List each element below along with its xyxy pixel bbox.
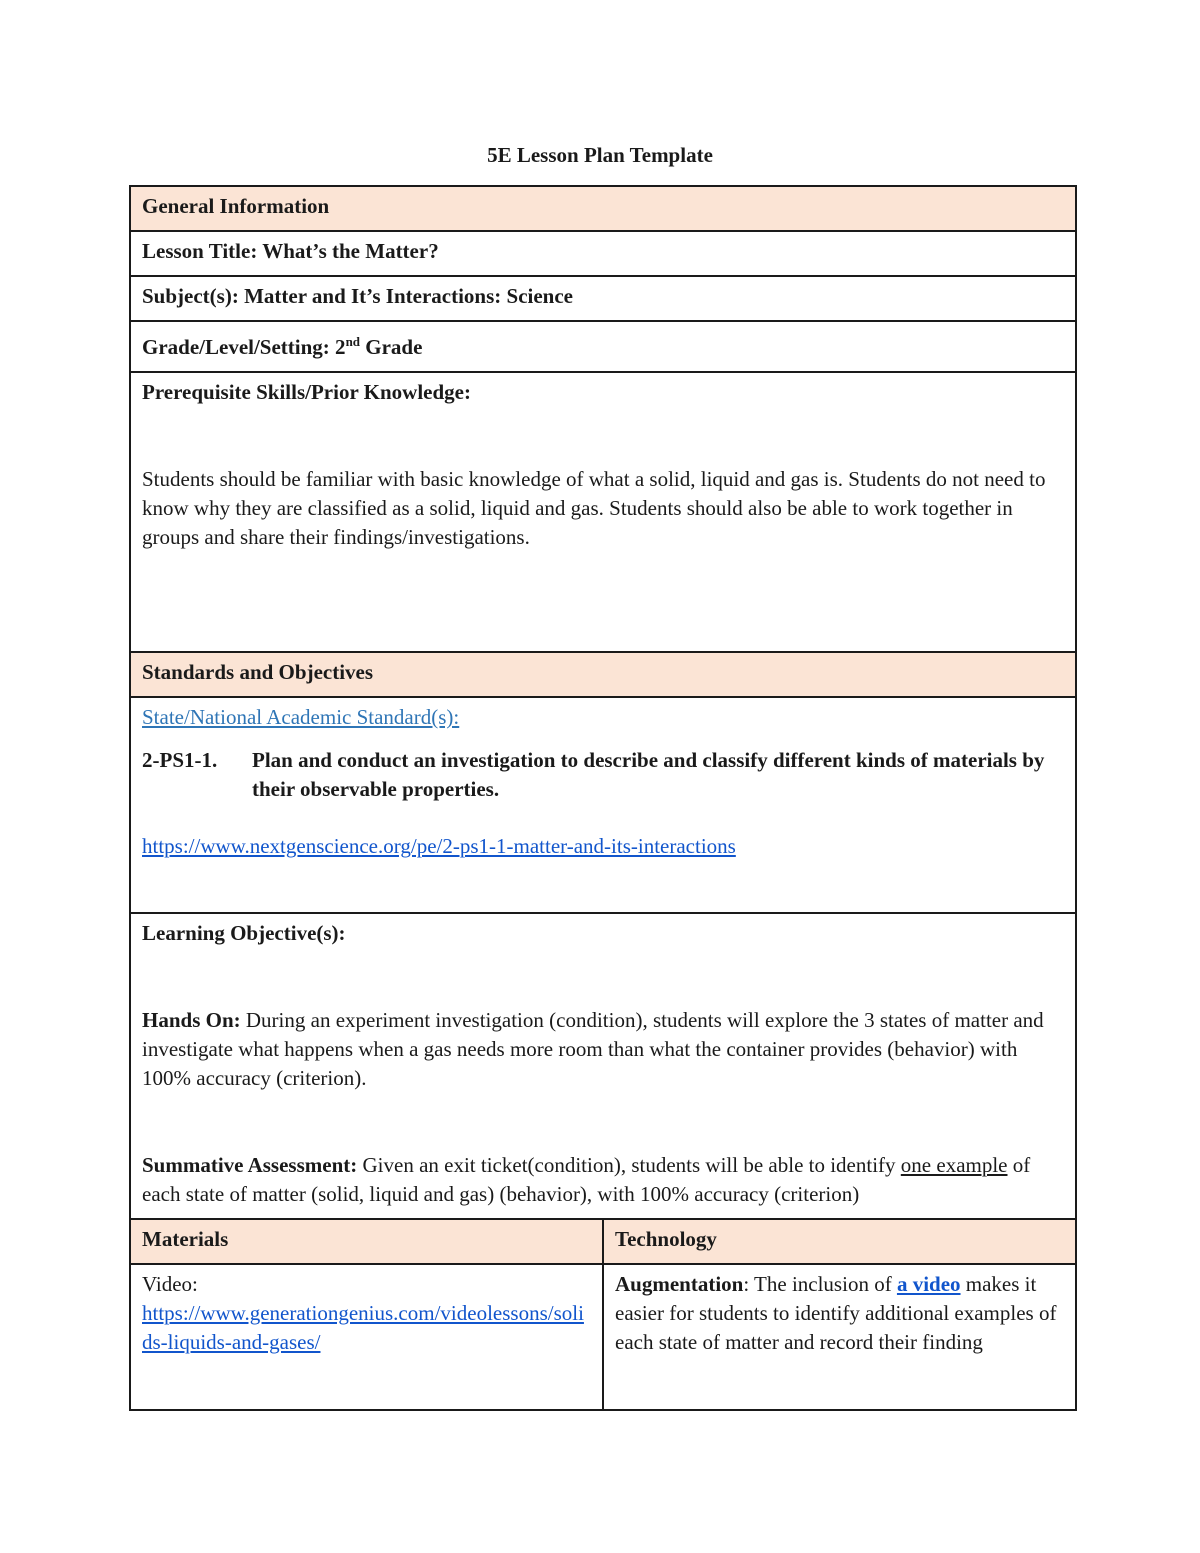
- prereq-text: Students should be familiar with basic knowledge of what a solid, liquid and gas is. Students do not need to know why they are classified as a solid, liquid and gas. Students should also be able to work together in groups and share their findings/investigations.: [142, 467, 1046, 549]
- grade-suffix: Grade: [360, 335, 423, 359]
- video-url-link[interactable]: https://www.generationgenius.com/videolessons/solids-liquids-and-gases/: [142, 1301, 584, 1354]
- objectives-cell: [130, 913, 1076, 1219]
- video-link[interactable]: a video: [896, 1272, 961, 1296]
- video-label: Video:: [142, 1272, 198, 1296]
- materials-header: Materials: [130, 1219, 603, 1264]
- technology-header: Technology: [603, 1219, 1076, 1264]
- prereq-label: Prerequisite Skills/Prior Knowledge:: [142, 380, 471, 404]
- hands-on-label: Hands On:: [142, 1008, 241, 1032]
- hands-on-text: [142, 1006, 1064, 1093]
- summative-label: Summative Assessment:: [142, 1153, 358, 1177]
- objectives-label: Learning Objective(s):: [142, 921, 346, 945]
- general-info-header: General Information: [130, 186, 1076, 231]
- summative-pre: Given an exit ticket(condition), students will be able to identify: [357, 1153, 901, 1177]
- hands-on-body: During an experiment investigation (condition), students will explore the 3 states of matter and investigate what happens when a gas needs more room than what the container provides (behavior) with 100% accuracy (criterion).: [142, 1008, 1044, 1090]
- grade-sup: nd: [345, 334, 361, 349]
- summative-text: [142, 1151, 1064, 1209]
- ngss-url-link[interactable]: https://www.nextgenscience.org/pe/2-ps1-1-matter-and-its-interactions: [142, 834, 736, 858]
- page-title: 5E Lesson Plan Template: [487, 143, 713, 167]
- technology-cell: [603, 1264, 1076, 1410]
- prereq-cell: [130, 372, 1076, 652]
- materials-cell: [130, 1264, 603, 1410]
- standard-text: Plan and conduct an investigation to describe and classify different kinds of materials by their observable properties.: [252, 748, 1045, 801]
- summative-underline: one example: [900, 1153, 1008, 1177]
- standards-link[interactable]: State/National Academic Standard(s):: [142, 705, 460, 729]
- summative-post: of each state of matter (solid, liquid and gas) (behavior), with 100% accuracy (criterion): [142, 1153, 1031, 1206]
- augmentation-post: makes it easier for students to identify additional examples of each state of matter and record their finding: [615, 1272, 1057, 1354]
- standards-header: Standards and Objectives: [130, 652, 1076, 697]
- lesson-plan-table: [129, 185, 1077, 1411]
- augmentation-pre: : The inclusion of: [743, 1272, 897, 1296]
- grade-level: [130, 321, 1076, 372]
- subjects: Subject(s): Matter and It’s Interactions: Science: [130, 276, 1076, 321]
- standard-code: 2-PS1-1.: [142, 748, 218, 772]
- standard-item: [142, 746, 1064, 804]
- standards-cell: [130, 697, 1076, 913]
- grade-prefix: Grade/Level/Setting: 2: [142, 335, 346, 359]
- lesson-title: Lesson Title: What’s the Matter?: [130, 231, 1076, 276]
- augmentation-label: Augmentation: [615, 1272, 744, 1296]
